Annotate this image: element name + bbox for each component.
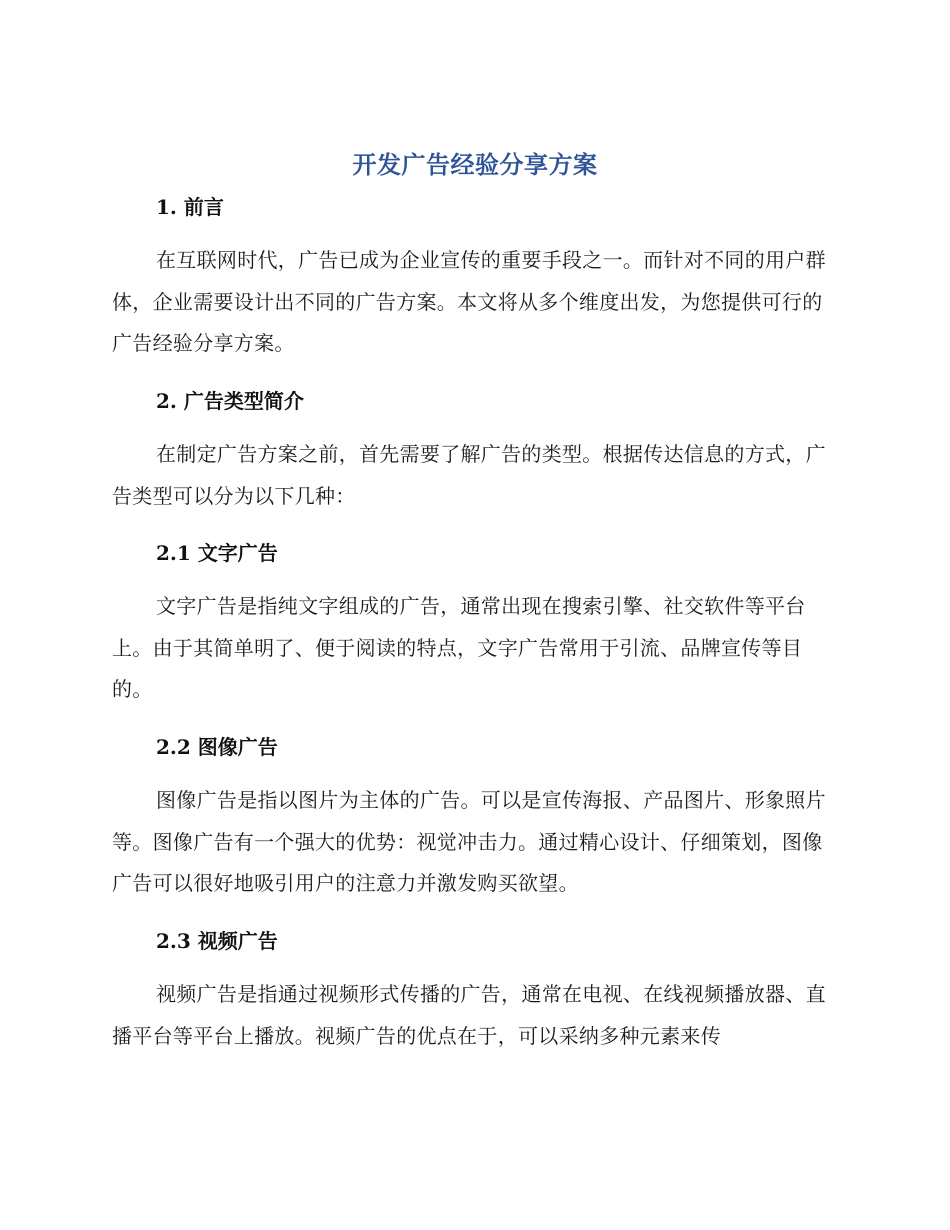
section-paragraph-ad-types: 在制定广告方案之前，首先需要了解广告的类型。根据传达信息的方式，广告类型可以分为以下几种： bbox=[112, 442, 826, 508]
section-paragraph-text-ads: 文字广告是指纯文字组成的广告，通常出现在搜索引擎、社交软件等平台上。由于其简单明了、便于阅读的特点，文字广告常用于引流、品牌宣传等目的。 bbox=[112, 594, 806, 701]
section-heading-video-ads: 2.3 视频广告 bbox=[156, 929, 278, 953]
document-title: 开发广告经验分享方案 bbox=[352, 150, 598, 179]
section-heading-text-ads: 2.1 文字广告 bbox=[156, 541, 278, 565]
section-paragraph-image-ads: 图像广告是指以图片为主体的广告。可以是宣传海报、产品图片、形象照片等。图像广告有一个强大的优势：视觉冲击力。通过精心设计、仔细策划，图像广告可以很好地吸引用户的注意力并激发购买欲望。 bbox=[112, 788, 826, 895]
section-paragraph-video-ads: 视频广告是指通过视频形式传播的广告，通常在电视、在线视频播放器、直播平台等平台上播放。视频广告的优点在于，可以采纳多种元素来传 bbox=[112, 982, 826, 1048]
section-heading-image-ads: 2.2 图像广告 bbox=[156, 735, 278, 759]
section-heading-preface: 1. 前言 bbox=[156, 195, 224, 219]
section-heading-ad-types: 2. 广告类型简介 bbox=[156, 389, 304, 413]
section-paragraph-preface: 在互联网时代，广告已成为企业宣传的重要手段之一。而针对不同的用户群体，企业需要设计出不同的广告方案。本文将从多个维度出发，为您提供可行的广告经验分享方案。 bbox=[112, 248, 826, 355]
